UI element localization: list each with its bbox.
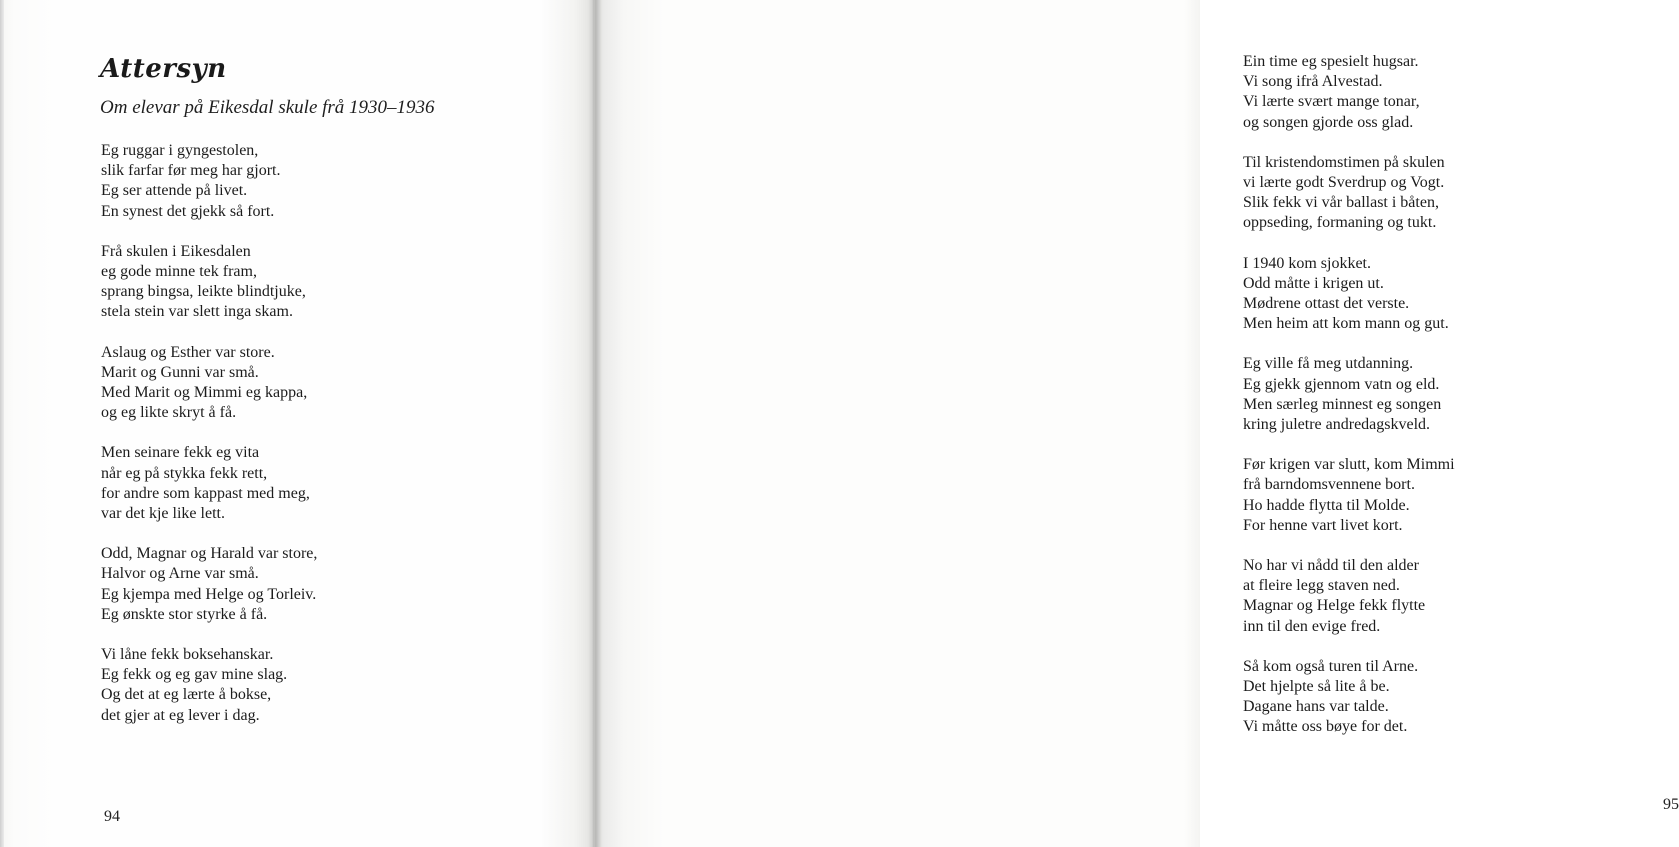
- poem-line: det gjer at eg lever i dag.: [101, 706, 260, 724]
- poem-line: og eg likte skryt å få.: [101, 404, 237, 422]
- poem-stanza: [1243, 657, 1455, 738]
- poem-line: For henne vart livet kort.: [1243, 516, 1403, 534]
- poem-line: Med Marit og Mimmi eg kappa,: [101, 384, 308, 402]
- poem-title: Attersyn: [100, 54, 227, 84]
- poem-line: når eg på stykka fekk rett,: [101, 464, 268, 482]
- page-number-left: 94: [104, 808, 120, 825]
- poem-stanza: [101, 645, 317, 726]
- page-number-right: 95: [1663, 796, 1679, 813]
- poem-line: Det hjelpte så lite å be.: [1243, 678, 1390, 696]
- poem-line: Eg fekk og eg gav mine slag.: [101, 666, 288, 684]
- poem-line: og songen gjorde oss glad.: [1243, 113, 1414, 131]
- poem-stanza: [1243, 254, 1455, 335]
- right-stanza-list: [1243, 52, 1455, 758]
- poem-line: Eg ønskte stor styrke å få.: [101, 605, 268, 623]
- poem-line: Halvor og Arne var små.: [101, 565, 259, 583]
- poem-line: frå barndomsvennene bort.: [1243, 476, 1415, 494]
- poem-line: Eg ville få meg utdanning.: [1243, 355, 1414, 373]
- poem-line: inn til den evige fred.: [1243, 617, 1381, 635]
- poem-line: stela stein var slett inga skam.: [101, 303, 293, 321]
- poem-stanza: [101, 141, 317, 222]
- poem-line: Men særleg minnest eg songen: [1243, 395, 1442, 413]
- poem-line: Til kristendomstimen på skulen: [1243, 153, 1445, 171]
- poem-line: Vi låne fekk boksehanskar.: [101, 646, 274, 664]
- poem-line: Og det at eg lærte å bokse,: [101, 686, 272, 704]
- poem-line: kring juletre andredagskveld.: [1243, 416, 1431, 434]
- poem-line: Vi lærte svært mange tonar,: [1243, 93, 1420, 111]
- poem-line: Magnar og Helge fekk flytte: [1243, 597, 1426, 615]
- poem-line: Eg gjekk gjennom vatn og eld.: [1243, 375, 1440, 393]
- page-edge: [0, 0, 4, 847]
- poem-line: Vi song ifrå Alvestad.: [1243, 73, 1383, 91]
- poem-line: Men heim att kom mann og gut.: [1243, 315, 1449, 333]
- poem-line: Men seinare fekk eg vita: [101, 444, 260, 462]
- poem-line: Mødrene ottast det verste.: [1243, 295, 1410, 313]
- poem-line: Så kom også turen til Arne.: [1243, 657, 1419, 675]
- poem-stanza: [101, 242, 317, 323]
- poem-line: eg gode minne tek fram,: [101, 263, 257, 281]
- poem-line: I 1940 kom sjokket.: [1243, 254, 1371, 272]
- poem-stanza: [101, 343, 317, 424]
- poem-line: Frå skulen i Eikesdalen: [101, 242, 251, 260]
- poem-line: slik farfar før meg har gjort.: [101, 162, 281, 180]
- poem-line: Ho hadde flytta til Molde.: [1243, 496, 1410, 514]
- poem-line: Eg ruggar i gyngestolen,: [101, 142, 259, 159]
- poem-line: Eg kjempa med Helge og Torleiv.: [101, 585, 317, 603]
- poem-line: Slik fekk vi vår ballast i båten,: [1243, 194, 1439, 212]
- poem-line: Odd, Magnar og Harald var store,: [101, 545, 318, 563]
- poem-line: En synest det gjekk så fort.: [101, 202, 275, 220]
- poem-stanza: [1243, 52, 1455, 133]
- poem-line: Odd måtte i krigen ut.: [1243, 274, 1384, 292]
- poem-subtitle: Om elevar på Eikesdal skule frå 1930–1936: [100, 97, 435, 118]
- right-page: [594, 0, 1679, 847]
- poem-stanza: [101, 443, 317, 524]
- book-gutter: [588, 0, 602, 847]
- poem-line: for andre som kappast med meg,: [101, 484, 310, 502]
- poem-line: Vi måtte oss bøye for det.: [1243, 718, 1408, 736]
- poem-line: vi lærte godt Sverdrup og Vogt.: [1243, 174, 1445, 192]
- left-stanza-list: [101, 141, 317, 746]
- poem-stanza: [101, 544, 317, 625]
- poem-line: oppseding, formaning og tukt.: [1243, 214, 1437, 232]
- poem-line: sprang bingsa, leikte blindtjuke,: [101, 283, 306, 301]
- poem-stanza: [1243, 153, 1455, 234]
- poem-stanza: [1243, 354, 1455, 435]
- poem-line: Marit og Gunni var små.: [101, 363, 259, 381]
- poem-line: Før krigen var slutt, kom Mimmi: [1243, 456, 1455, 474]
- poem-line: Dagane hans var talde.: [1243, 698, 1389, 716]
- poem-line: at fleire legg staven ned.: [1243, 577, 1400, 595]
- poem-line: No har vi nådd til den alder: [1243, 557, 1419, 575]
- poem-line: Eg ser attende på livet.: [101, 182, 248, 200]
- left-page: [0, 0, 594, 847]
- poem-stanza: [1243, 556, 1455, 637]
- poem-line: var det kje like lett.: [101, 505, 225, 523]
- poem-line: Ein time eg spesielt hugsar.: [1243, 53, 1419, 70]
- poem-line: Aslaug og Esther var store.: [101, 343, 275, 361]
- poem-stanza: [1243, 455, 1455, 536]
